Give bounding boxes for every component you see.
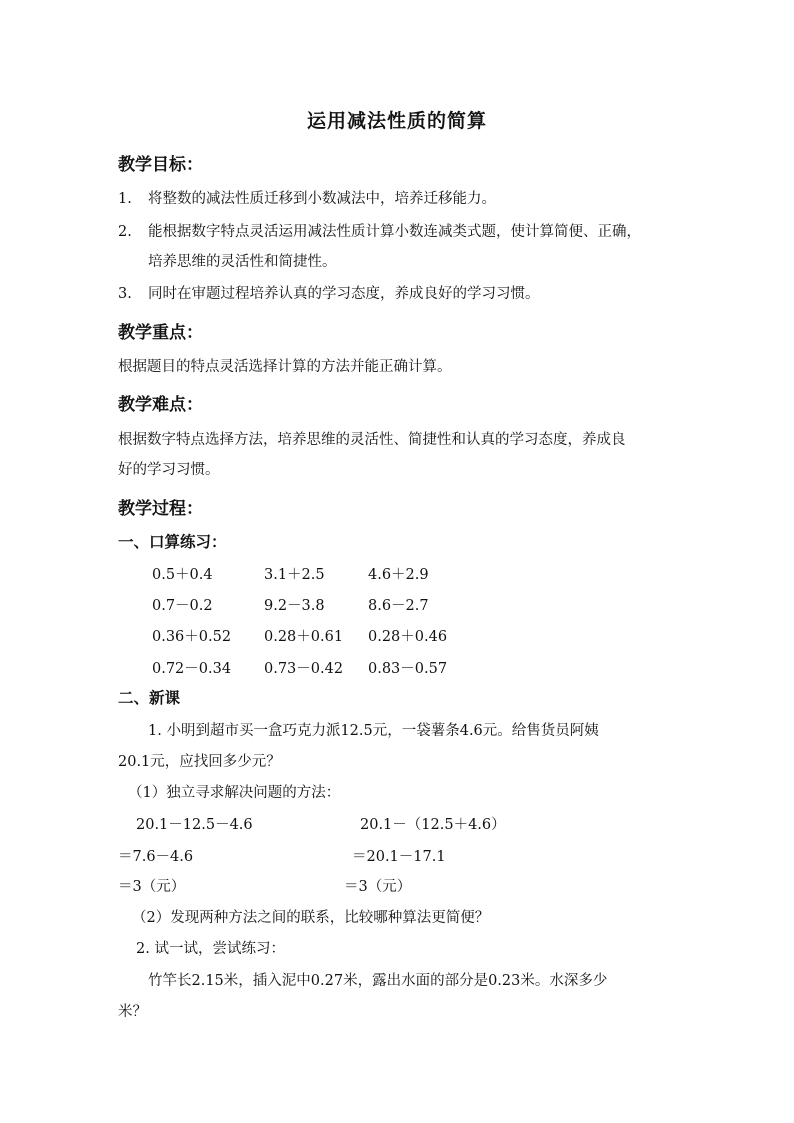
oral-item: 0.28＋0.61 <box>264 629 344 645</box>
method-a-line-3: ＝3（元） <box>118 879 186 895</box>
question-2-heading: 2. 试一试，尝试练习： <box>136 941 285 957</box>
oral-item: 4.6＋2.9 <box>368 567 429 583</box>
oral-item: 0.28＋0.46 <box>368 629 448 645</box>
oral-item: 8.6－2.7 <box>368 598 429 614</box>
goal-item-2-continued: 培养思维的灵活性和简捷性。 <box>148 254 337 270</box>
method-b-line-2: ＝20.1－17.1 <box>352 849 446 865</box>
goal-text: 将整数的减法性质迁移到小数减法中，培养迁移能力。 <box>148 191 496 207</box>
difficulty-heading: 教学难点： <box>118 395 203 415</box>
oral-item: 0.36＋0.52 <box>152 629 232 645</box>
goals-heading: 教学目标： <box>118 155 203 175</box>
oral-item: 0.73－0.42 <box>264 661 344 677</box>
goal-number: 2. <box>118 224 132 240</box>
goal-item-1 <box>118 187 496 208</box>
difficulty-text-line-2: 好的学习习惯。 <box>118 462 220 478</box>
method-a-line-1: 20.1－12.5－4.6 <box>136 817 253 833</box>
method-b-line-3: ＝3（元） <box>344 879 412 895</box>
oral-item: 0.5＋0.4 <box>152 567 213 583</box>
question-1-line-1: 1. 小明到超市买一盒巧克力派12.5元，一袋薯条4.6元。给售货员阿姨 <box>148 723 599 739</box>
question-2-line-2: 米？ <box>118 1004 147 1020</box>
method-a-line-2: ＝7.6－4.6 <box>118 849 194 865</box>
step-1-text: （1）独立寻求解决问题的方法： <box>128 785 341 801</box>
goal-text: 能根据数字特点灵活运用减法性质计算小数连减类式题，使计算简便、正确， <box>148 224 641 240</box>
goal-number: 1. <box>118 191 132 207</box>
goal-item-2 <box>118 220 641 241</box>
step-2-text: （2）发现两种方法之间的联系，比较哪种算法更简便？ <box>132 910 490 926</box>
question-2-line-1: 竹竿长2.15米，插入泥中0.27米，露出水面的部分是0.23米。水深多少 <box>148 973 608 989</box>
key-point-heading: 教学重点： <box>118 323 203 343</box>
oral-item: 9.2－3.8 <box>264 598 325 614</box>
method-b-line-1: 20.1－（12.5＋4.6） <box>360 817 506 833</box>
process-heading: 教学过程： <box>118 499 203 519</box>
oral-item: 0.7－0.2 <box>152 598 213 614</box>
new-lesson-heading: 二、新课 <box>118 689 181 707</box>
oral-practice-heading: 一、口算练习： <box>118 533 227 551</box>
goal-text: 同时在审题过程培养认真的学习态度，养成良好的学习习惯。 <box>148 286 540 302</box>
goal-number: 3. <box>118 286 132 302</box>
goal-item-3 <box>118 282 540 303</box>
oral-item: 3.1＋2.5 <box>264 567 325 583</box>
question-1-line-2: 20.1元，应找回多少元？ <box>118 754 281 770</box>
oral-item: 0.72－0.34 <box>152 661 232 677</box>
oral-item: 0.83－0.57 <box>368 661 448 677</box>
difficulty-text-line-1: 根据数字特点选择方法，培养思维的灵活性、简捷性和认真的学习态度，养成良 <box>118 432 626 448</box>
key-point-text: 根据题目的特点灵活选择计算的方法并能正确计算。 <box>118 359 452 375</box>
page-title: 运用减法性质的简算 <box>306 110 487 132</box>
